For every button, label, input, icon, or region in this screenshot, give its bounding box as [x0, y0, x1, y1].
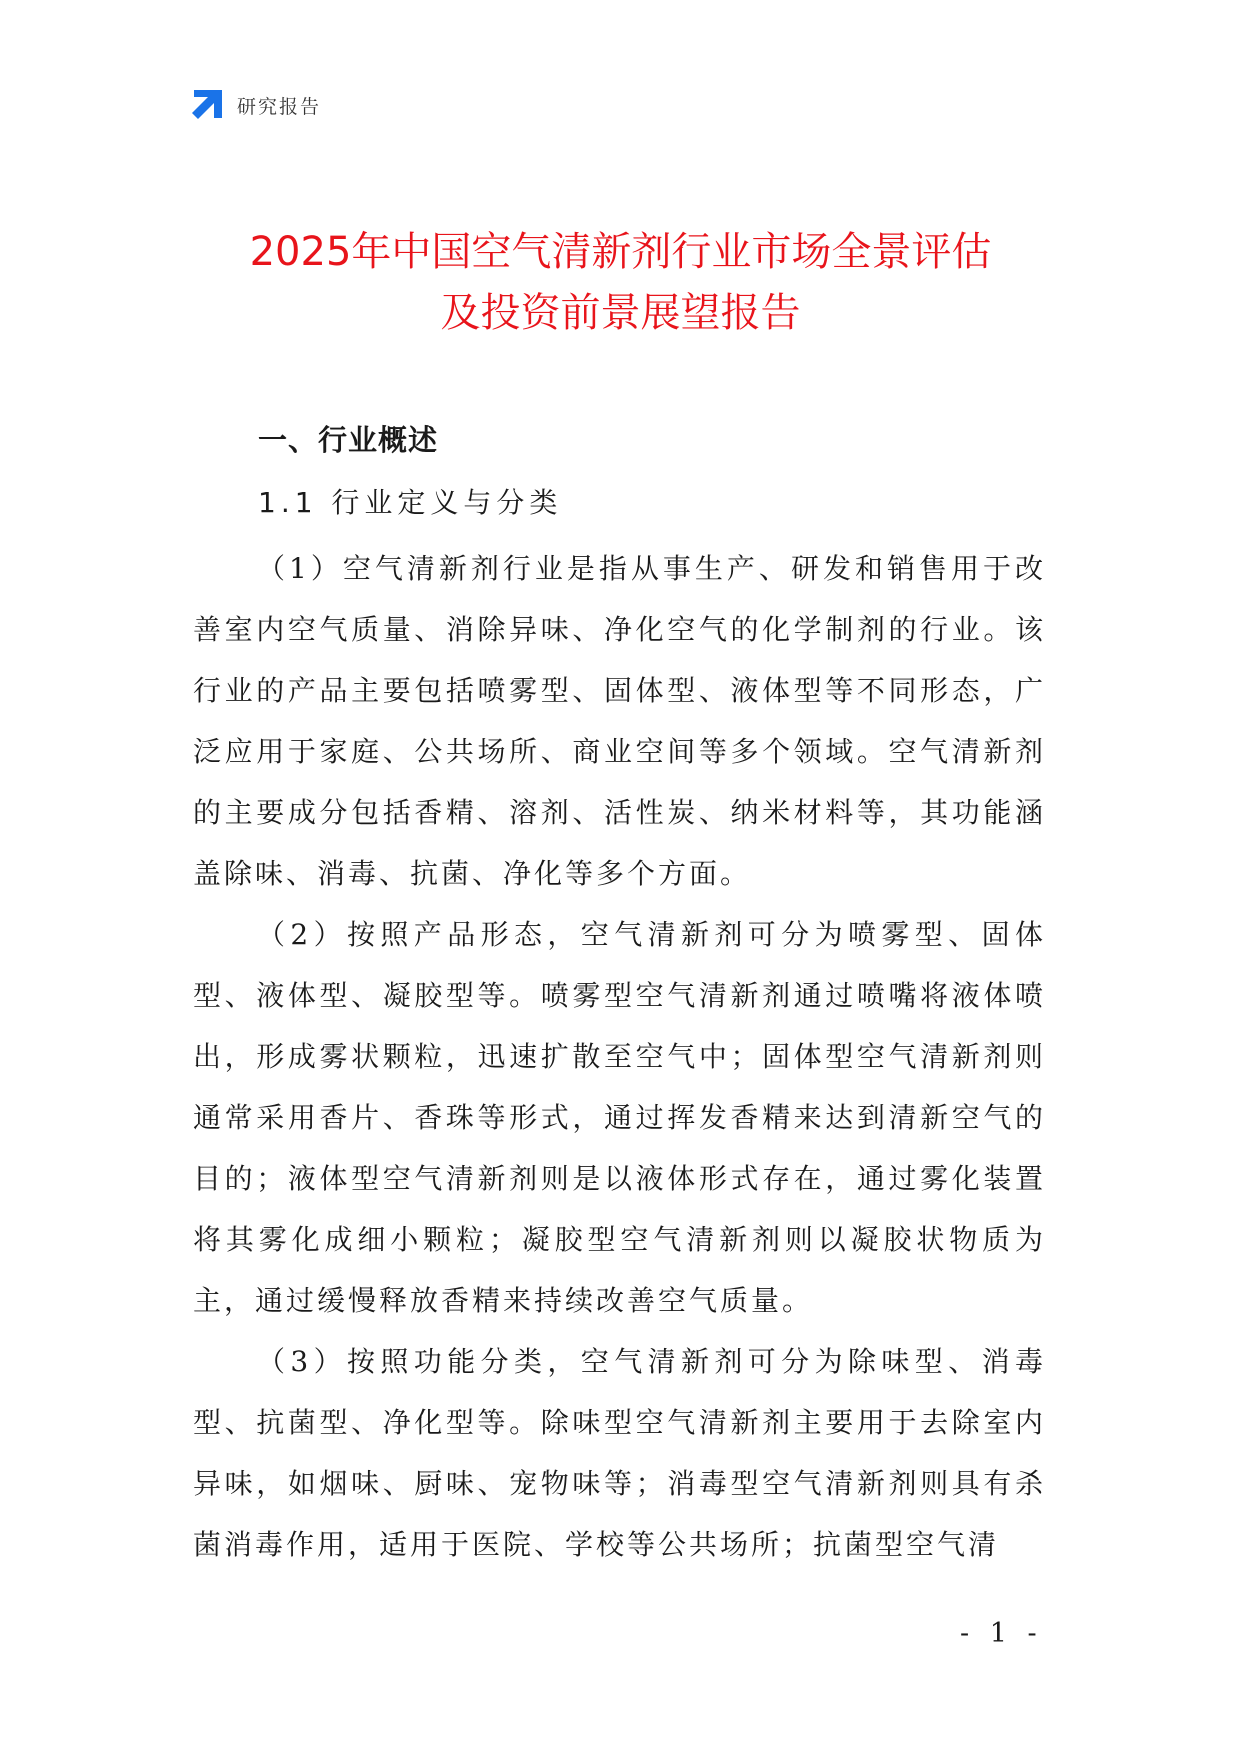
header-label: 研究报告: [237, 95, 322, 118]
paragraph-2: （2）按照产品形态，空气清新剂可分为喷雾型、固体型、液体型、凝胶型等。喷雾型空气清新剂通过喷嘴将液体喷出，形成雾状颗粒，迅速扩散至空气中；固体型空气清新剂则通常采用香片、香珠等形式，通过挥发香精来达到清新空气的目的；液体型空气清新剂则是以液体形式存在，通过雾化装置将其雾化成细小颗粒；凝胶型空气清新剂则以凝胶状物质为主，通过缓慢释放香精来持续改善空气质量。: [193, 918, 1046, 1317]
arrow-up-right-icon: [190, 88, 224, 122]
title-line-1: 2025年中国空气清新剂行业市场全景评估: [249, 229, 992, 275]
page-number: - 1 -: [960, 1618, 1043, 1649]
paragraph-1: （1）空气清新剂行业是指从事生产、研发和销售用于改善室内空气质量、消除异味、净化空气的化学制剂的行业。该行业的产品主要包括喷雾型、固体型、液体型等不同形态，广泛应用于家庭、公共场所、商业空间等多个领域。空气清新剂的主要成分包括香精、溶剂、活性炭、纳米材料等，其功能涵盖除味、消毒、抗菌、净化等多个方面。: [193, 552, 1046, 890]
paragraph-3: （3）按照功能分类，空气清新剂可分为除味型、消毒型、抗菌型、净化型等。除味型空气清新剂主要用于去除室内异味，如烟味、厨味、宠物味等；消毒型空气清新剂则具有杀菌消毒作用，适用于医院、学校等公共场所；抗菌型空气清: [193, 1345, 1046, 1561]
section-heading: 一、行业概述: [258, 423, 439, 457]
title-line-2: 及投资前景展望报告: [440, 290, 801, 336]
subsection-heading: 1.1 行业定义与分类: [258, 486, 563, 519]
body-text: [193, 538, 1046, 1575]
document-title: [150, 222, 1091, 344]
report-header: [190, 88, 321, 122]
